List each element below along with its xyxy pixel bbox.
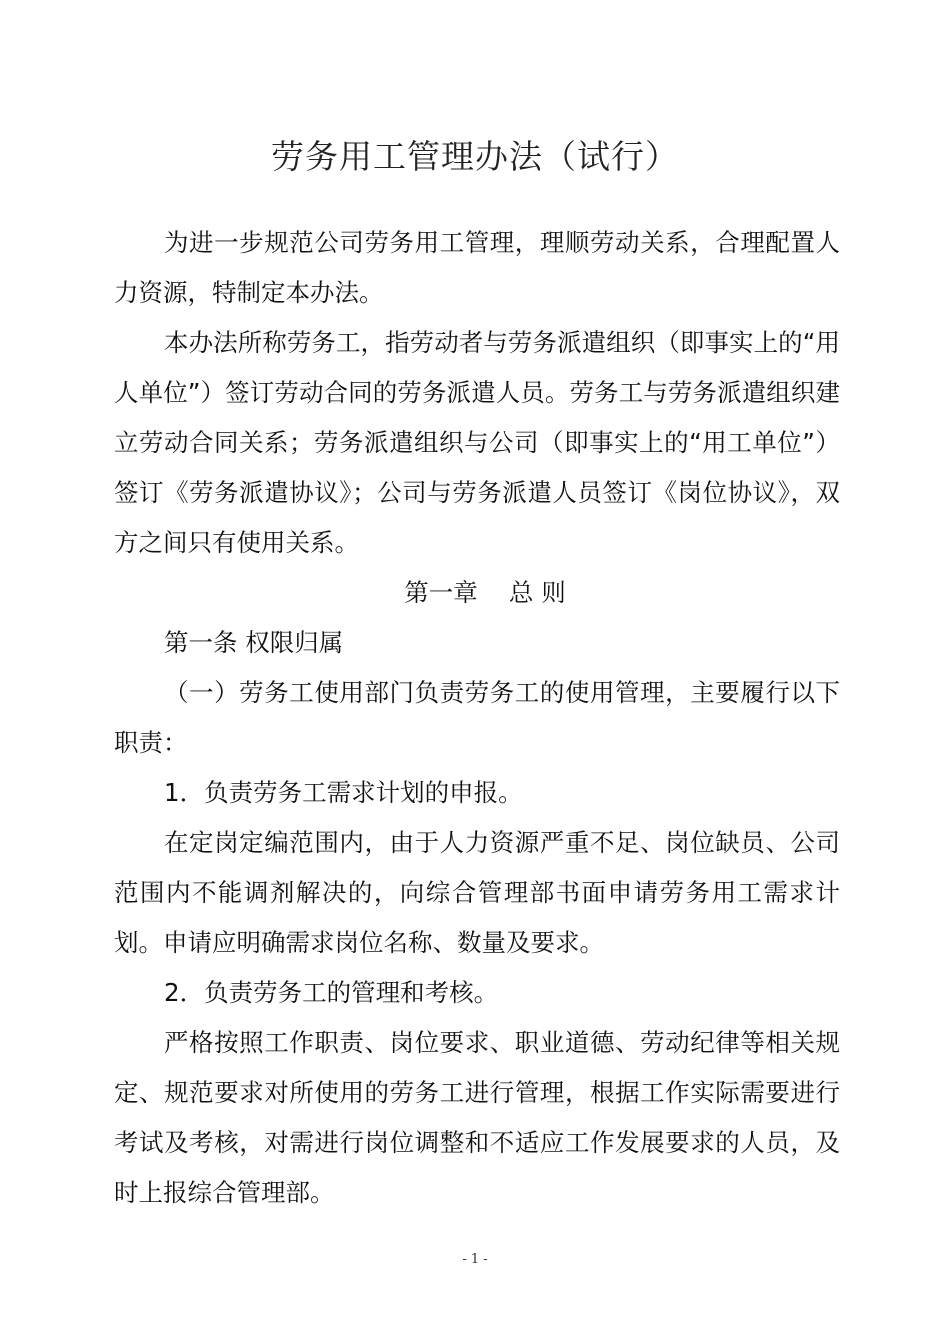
section-paragraph: 在定岗定编范围内，由于人力资源严重不足、岗位缺员、公司范围内不能调剂解决的，向综合管理部书面申请劳务用工需求计划。申请应明确需求岗位名称、数量及要求。 bbox=[114, 828, 840, 957]
numbered-item: 1．负责劳务工需求计划的申报。 bbox=[164, 778, 523, 807]
page-number: - 1 - bbox=[462, 1252, 488, 1267]
section-paragraph: 严格按照工作职责、岗位要求、职业道德、劳动纪律等相关规定、规范要求对所使用的劳务工进行管理，根据工作实际需要进行考试及考核，对需进行岗位调整和不适应工作发展要求的人员，及时上报综合管理部。 bbox=[114, 1028, 840, 1207]
article-heading: 第一条 权限归属 bbox=[164, 628, 344, 657]
definition-paragraph: 本办法所称劳务工，指劳动者与劳务派遣组织（即事实上的“用人单位”）签订劳动合同的劳务派遣人员。劳务工与劳务派遣组织建立劳动合同关系；劳务派遣组织与公司（即事实上的“用工单位”）签订《劳务派遣协议》；公司与劳务派遣人员签订《岗位协议》，双方之间只有使用关系。 bbox=[114, 328, 840, 557]
numbered-item: 2．负责劳务工的管理和考核。 bbox=[164, 978, 499, 1007]
section-paragraph: （一）劳务工使用部门负责劳务工的使用管理，主要履行以下职责： bbox=[114, 678, 840, 757]
document-body bbox=[114, 218, 840, 1218]
chapter-heading: 第一章 总 则 bbox=[404, 578, 566, 607]
intro-paragraph: 为进一步规范公司劳务用工管理，理顺劳动关系，合理配置人力资源，特制定本办法。 bbox=[114, 228, 840, 307]
document-title: 劳务用工管理办法（试行） bbox=[271, 137, 679, 176]
